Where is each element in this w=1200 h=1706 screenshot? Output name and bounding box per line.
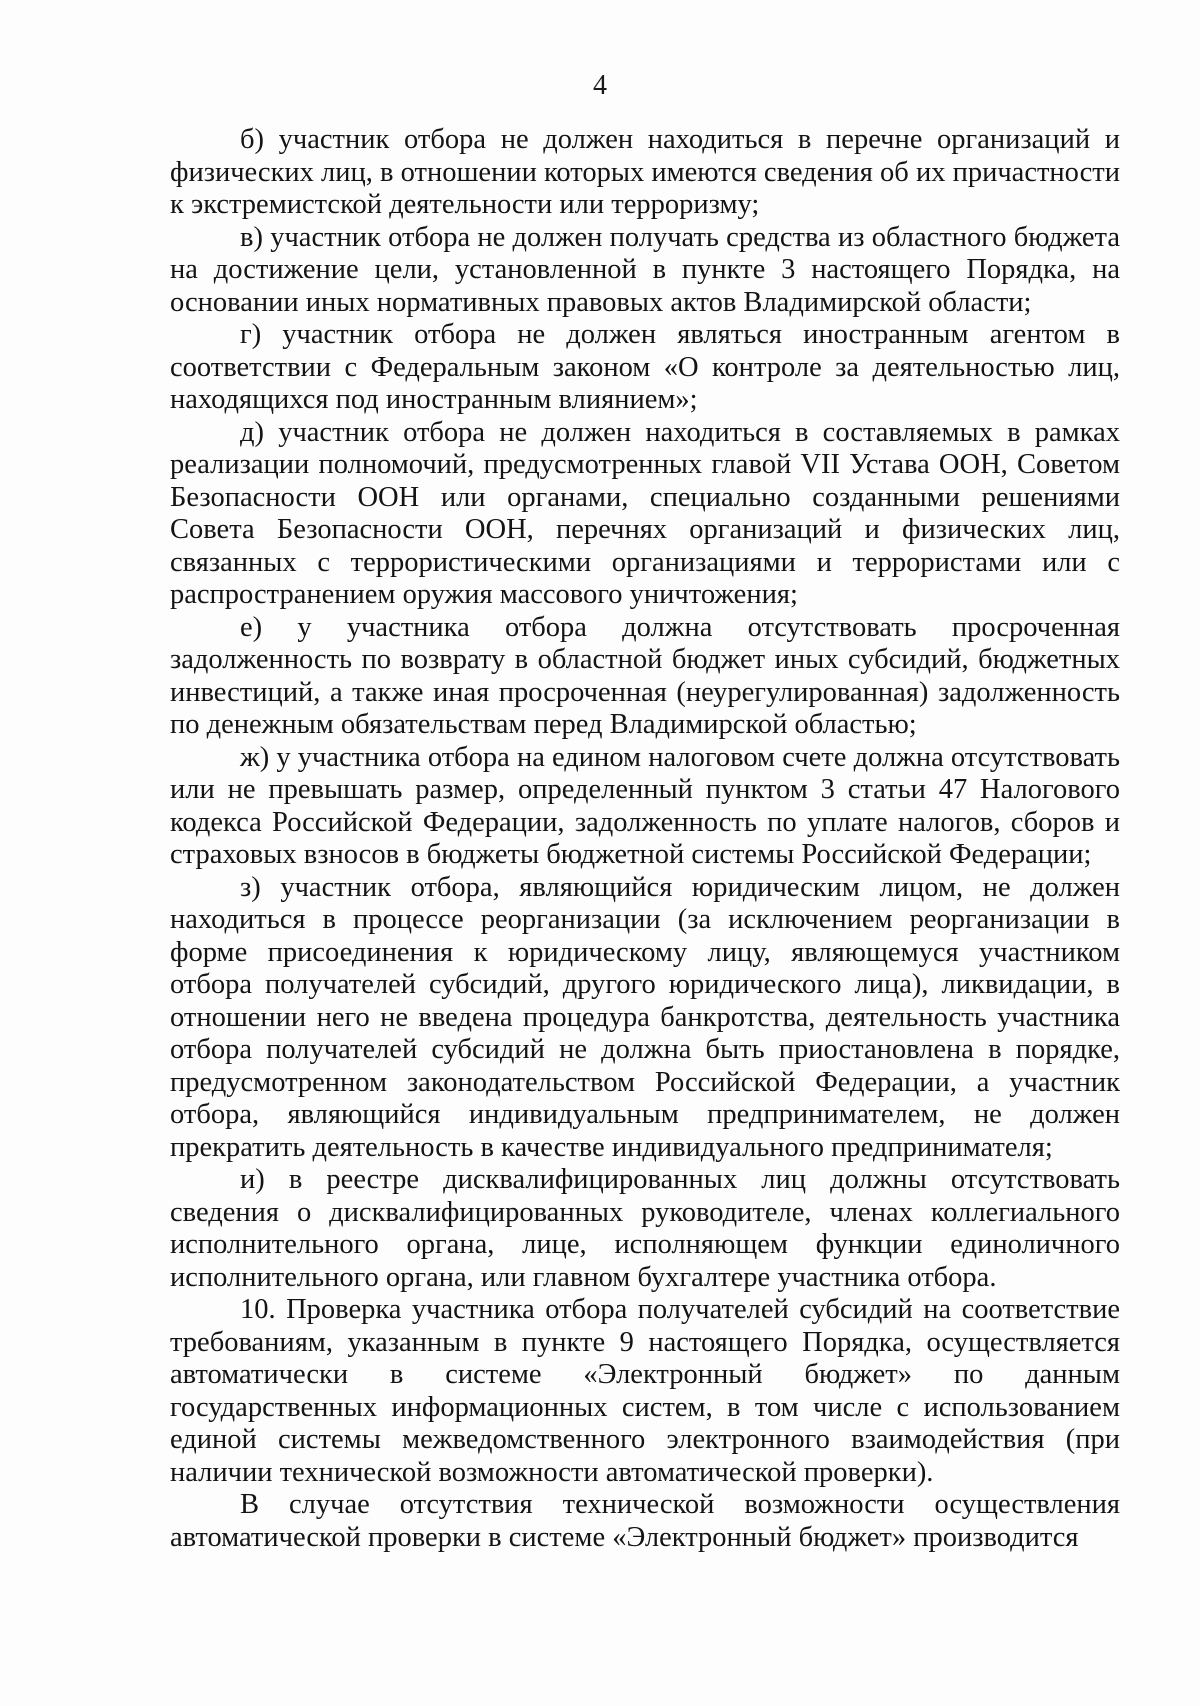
document-body <box>170 124 1120 1554</box>
paragraph-g: г) участник отбора не должен являться иностранным агентом в соответствии с Федеральным законом «О контроле за деятельностью лиц, находящихся под иностранным влиянием»; <box>170 319 1120 415</box>
paragraph-v: в) участник отбора не должен получать средства из областного бюджета на достижение цели, установленной в пункте 3 настоящего Порядка, на основании иных нормативных правовых актов Владимирской области; <box>170 221 1120 318</box>
paragraph-d: д) участник отбора не должен находиться в составляемых в рамках реализации полномочий, предусмотренных главой VII Устава ООН, Советом Безопасности ООН или органами, специально созданными решениями Совета Безопасности ООН, перечнях организаций и физических лиц, связанных с террористическими организациями и террористами или с распространением оружия массового уничтожения; <box>170 416 1120 610</box>
paragraph-10: 10. Проверка участника отбора получателей субсидий на соответствие требованиям, указанным в пункте 9 настоящего Порядка, осуществляется автоматически в системе «Электронный бюджет» по данным государственных информационных систем, в том числе с использованием единой системы межведомственного электронного взаимодействия (при наличии технической возможности автоматической проверки). <box>170 1294 1120 1488</box>
paragraph-z: з) участник отбора, являющийся юридическим лицом, не должен находиться в процессе реорганизации (за исключением реорганизации в форме присоединения к юридическому лицу, являющемуся участником отбора получателей субсидий, другого юридического лица), ликвидации, в отношении него не введена процедура банкротства, деятельность участника отбора получателей субсидий не должна быть приостановлена в порядке, предусмотренном законодательством Российской Федерации, а участник отбора, являющийся индивидуальным предпринимателем, не должен прекратить деятельность в качестве индивидуального предпринимателя; <box>170 871 1120 1163</box>
paragraph-b: б) участник отбора не должен находиться в перечне организаций и физических лиц, в отношении которых имеются сведения об их причастности к экстремистской деятельности или терроризму; <box>170 124 1120 220</box>
paragraph-case: В случае отсутствия технической возможности осуществления автоматической проверки в системе «Электронный бюджет» производится <box>170 1489 1120 1553</box>
paragraph-zh: ж) у участника отбора на едином налоговом счете должна отсутствовать или не превышать размер, определенный пунктом 3 статьи 47 Налогового кодекса Российской Федерации, задолженность по уплате налогов, сборов и страховых взносов в бюджеты бюджетной системы Российской Федерации; <box>170 741 1120 870</box>
paragraph-e: е) у участника отбора должна отсутствовать просроченная задолженность по возврату в областной бюджет иных субсидий, бюджетных инвестиций, а также иная просроченная (неурегулированная) задолженность по денежным обязательствам перед Владимирской областью; <box>170 611 1120 740</box>
paragraph-i: и) в реестре дисквалифицированных лиц должны отсутствовать сведения о дисквалифицированных руководителе, членах коллегиального исполнительного органа, лице, исполняющем функции единоличного исполнительного органа, или главном бухгалтере участника отбора. <box>170 1164 1120 1293</box>
page-number: 4 <box>593 70 607 101</box>
